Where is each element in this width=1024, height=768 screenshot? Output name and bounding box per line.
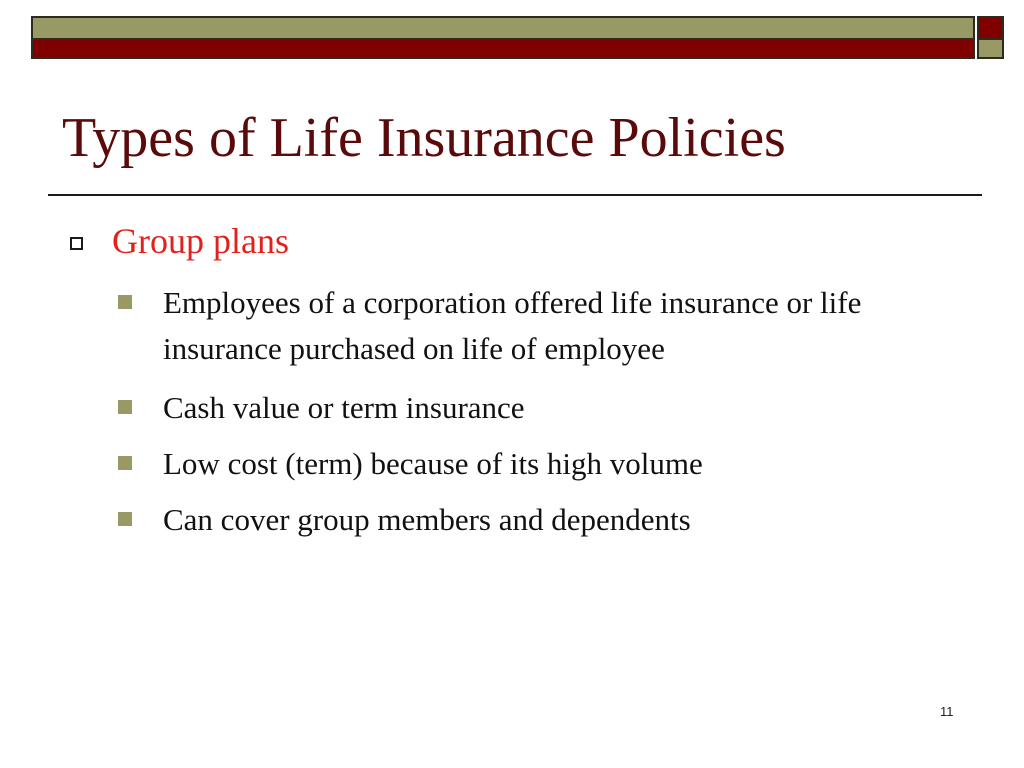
hollow-square-icon <box>70 237 83 250</box>
filled-square-icon <box>118 456 132 470</box>
sub-bullet-text: Employees of a corporation offered life insurance or life insurance purchased on life of employee <box>163 285 862 366</box>
bullet-group-plans <box>70 220 289 263</box>
sub-bullet <box>118 280 963 372</box>
sub-bullet-text: Low cost (term) because of its high volume <box>163 446 703 481</box>
filled-square-icon <box>118 295 132 309</box>
bullet-label: Group plans <box>112 221 289 261</box>
sub-bullet <box>118 497 963 543</box>
filled-square-icon <box>118 400 132 414</box>
page-number: 11 <box>940 704 954 719</box>
slide-title: Types of Life Insurance Policies <box>62 107 786 169</box>
sub-bullet <box>118 385 963 431</box>
sub-bullet <box>118 441 963 487</box>
sub-bullet-text: Can cover group members and dependents <box>163 502 691 537</box>
sub-bullet-text: Cash value or term insurance <box>163 390 525 425</box>
filled-square-icon <box>118 512 132 526</box>
